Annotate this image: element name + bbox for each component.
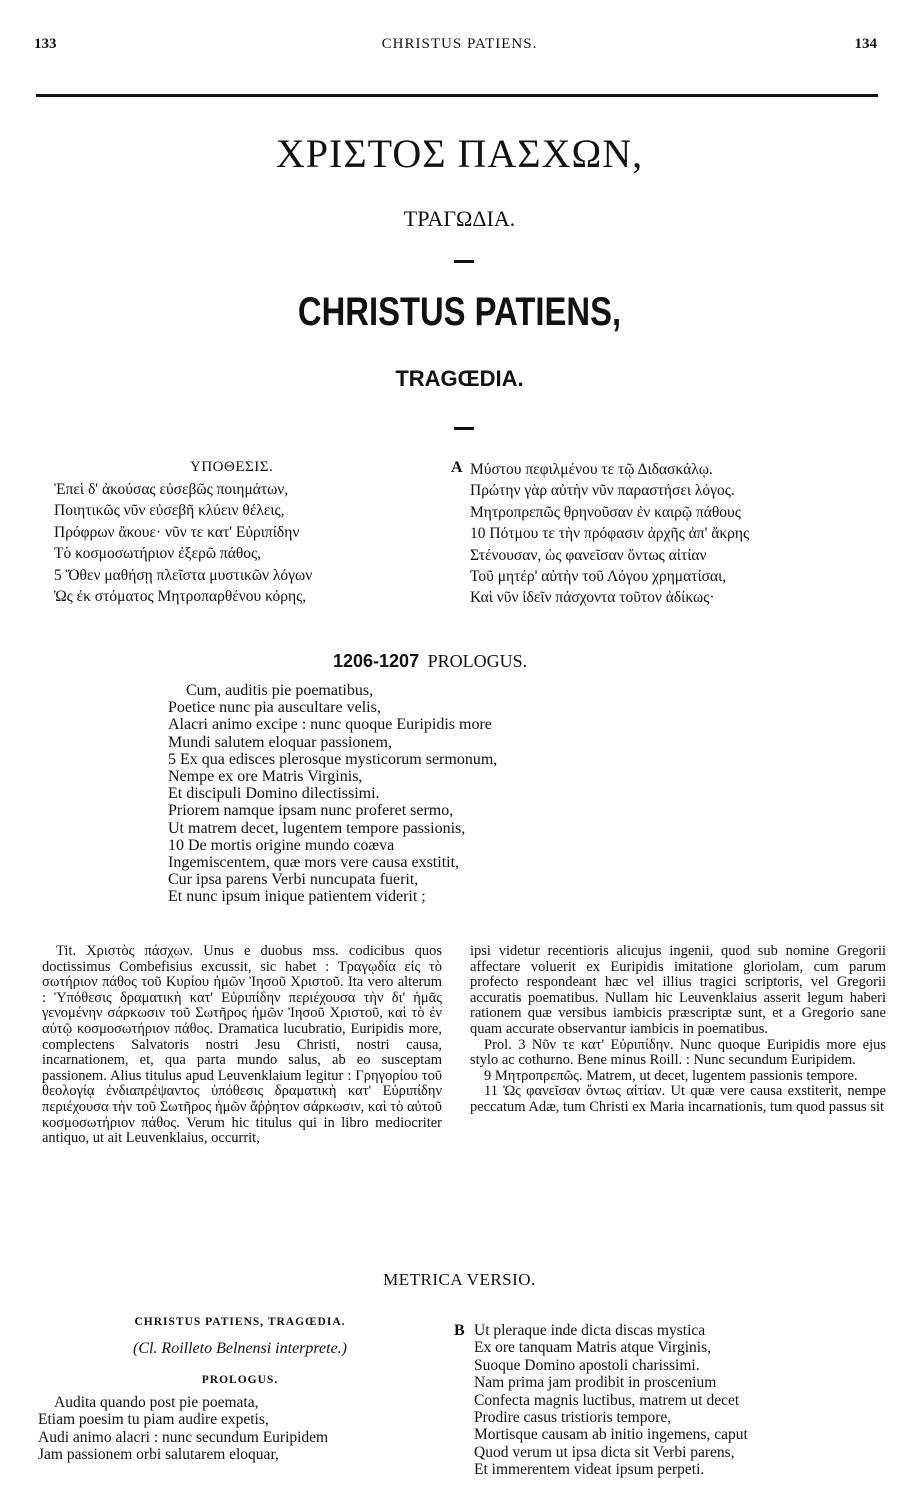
notes-right-column <box>470 944 886 1116</box>
verse-line: Et discipuli Domino dilectissimi. <box>168 785 380 803</box>
verse-line: Cum, auditis pie poematibus, <box>186 682 374 699</box>
verse-line: 10 Πότμου τε τὴν πρόφασιν ἀρχῆς ἀπ' ἄκρης <box>470 525 750 543</box>
verse-line: Quod verum ut ipsa dicta sit Verbi parens, <box>474 1443 735 1461</box>
verse-line: Μύστου πεφιλμένου τε τῷ Διδασκάλῳ. <box>470 461 713 478</box>
note-paragraph: Prol. 3 Νῦν τε κατ' Εὐριπίδην. Nunc quoque Euripidis more ejus stylo ac cothurno. Bene minus Roill. : Nunc secundum Euripidem. <box>470 1036 886 1069</box>
verse-line: Etiam poesim tu piam audire expetis, <box>38 1411 269 1429</box>
verse-line: Ut pleraque inde dicta discas mystica <box>474 1322 706 1339</box>
verse-line: Καὶ νῦν ἰδεῖν πάσχοντα τοῦτον ἀδίκως· <box>470 589 715 607</box>
prologue-heading <box>333 651 527 672</box>
metrica-right-lines <box>474 1322 748 1479</box>
verse-line: Τὸ κοσμοσωτήριον ἐξερῶ πάθος, <box>54 545 262 563</box>
verse-line: Jam passionem orbi salutarem eloquar, <box>38 1446 279 1464</box>
verse-line: Priorem namque ipsam nunc proferet sermo, <box>168 802 454 820</box>
verse-line: Ἐπεὶ δ' ἀκούσας εὐσεβῶς ποιημάτων, <box>54 481 289 498</box>
verse-line: Audi animo alacri : nunc secundum Euripidem <box>38 1428 329 1446</box>
metrica-heading: METRICA VERSIO. <box>383 1270 536 1289</box>
right-page-number: 134 <box>854 36 877 52</box>
verse-line: Cur ipsa parens Verbi nuncupata fuerit, <box>168 871 419 889</box>
note-paragraph: Tit. Χριστὸς πάσχων. Unus e duobus mss. codicibus quos doctissimus Combefisius excussit, sic habet : Τραγῳδία εἰς τὸ σωτήριον πάθος τοῦ Κυρίου ἡμῶν Ἰησοῦ Χριστοῦ. Ita vero alterum : Ὑπόθεσις δραματικὴ κατ' Εὐριπίδην περιέχουσα τὴν δι' ἡμᾶς γενομένην σάρκωσιν τοῦ Σωτῆρος ἡμῶν Ἰησοῦ Χριστοῦ, καὶ τὸ ἐν αὐτῷ κοσμοσωτήριον πάθος. Dramatica lucubratio, Euripidis more, complectens Salvatoris nostri Jesu Christi, nostri causa, incarnationem, et, qua parta mundo salus, ab eo susceptam passionem. Alius titulus apud Leuvenklaium legitur : Γρηγορίου τοῦ θεολογίᾳ ἐνδιαπρέψαντος ὑπόθεσις δραματικὴ κατ' Εὐριπίδην περιέχουσα τὴν τοῦ Σωτῆρος ἡμῶν ἄῤῥητον σάρκωσιν, καὶ τὸ αὐτοῦ κοσμοσωτήριον πάθος. Verum hic titulus qui in libro mediocriter antiquo, ut ait Leuvenklaius, occurrit, <box>42 943 442 1147</box>
note-paragraph: 11 Ὡς φανεῖσαν ὄντως αἰτίαν. Ut quæ vere causa exstiterit, nempe peccatum Adæ, tum Christi ex Maria incarnationis, tum quod passus sit <box>470 1083 886 1115</box>
margin-marker-a: A <box>451 459 463 476</box>
verse-line: Suoque Domino apostoli charissimi. <box>474 1356 700 1374</box>
running-title: CHRISTUS PATIENS. <box>381 36 538 52</box>
notes-left-column <box>42 944 442 1147</box>
verse-line: Et nunc ipsum inique patientem viderit ; <box>168 888 426 906</box>
verse-line: Mundi salutem eloquar passionem, <box>168 733 392 751</box>
interpreter-note: (Cl. Roilleto Belnensi interprete.) <box>132 1340 348 1357</box>
column-numbers: 1206-1207 <box>333 651 420 671</box>
latin-title: CHRISTUS PATIENS, <box>297 290 622 334</box>
header-rule <box>36 94 878 97</box>
metrica-left-title: CHRISTUS PATIENS, TRAGŒDIA. <box>134 1316 346 1328</box>
note-paragraph: ipsi videtur recentioris alicujus ingenii, quod sub nomine Gregorii affectare voluerit ex Euripidis imitatione gloriolam, cum parum profecto respondeant hæc vel illius tragici scriptoris, vel Gregorii accuratis poematibus. Nullam hic Leuvenklaius asserit legum haberi rationem quæ versibus iambicis præscriptæ sunt, et a Gregorio sane quam accurate observantur iambicis in poematibus. <box>470 943 886 1037</box>
verse-line: Mortisque causam ab initio ingemens, caput <box>474 1426 748 1444</box>
hypothesis-heading: ΥΠΟΘΕΣΙΣ. <box>190 459 274 475</box>
verse-line: Ut matrem decet, lugentem tempore passionis, <box>168 819 466 837</box>
verse-line: Πρόφρων ἄκουε· νῦν τε κατ' Εὐριπίδην <box>54 523 300 541</box>
verse-line: Nempe ex ore Matris Virginis, <box>168 768 363 786</box>
verse-line: Ex ore tanquam Matris atque Virginis, <box>474 1339 711 1357</box>
hypothesis-right-column <box>470 459 749 609</box>
verse-line: 5 Ex qua edisces plerosque mysticorum sermonum, <box>168 750 498 768</box>
metrica-left-subheading: PROLOGUS. <box>201 1374 279 1386</box>
verse-line: Poetice nunc pia auscultare velis, <box>168 699 381 717</box>
note-paragraph: 9 Μητροπρεπῶς. Matrem, ut decet, lugentem passionis tempore. <box>484 1067 858 1084</box>
verse-line: Ingemiscentem, quæ mors vere causa exstitit, <box>168 854 460 872</box>
verse-line: Ποιητικῶς νῦν εὐσεβῆ κλύειν θέλεις, <box>54 502 285 520</box>
verse-line: Ὡς ἐκ στόματος Μητροπαρθένου κόρης, <box>54 588 307 606</box>
latin-subtitle: TRAGŒDIA. <box>395 366 524 391</box>
title-separator-1 <box>454 260 474 263</box>
verse-line: Audita quando post pie poemata, <box>54 1394 259 1411</box>
greek-title: ΧΡΙΣΤΟΣ ΠΑΣΧΩΝ, <box>275 131 644 176</box>
verse-line: Nam prima jam prodibit in proscenium <box>474 1374 717 1392</box>
verse-line: Στένουσαν, ὡς φανεῖσαν ὄντως αἰτίαν <box>470 546 707 564</box>
verse-line: Alacri animo excipe : nunc quoque Euripidis more <box>168 716 492 734</box>
greek-subtitle: ΤΡΑΓΩΔΙΑ. <box>403 206 516 231</box>
verse-line: Prodire casus tristioris tempore, <box>474 1409 672 1427</box>
prologue-text <box>168 682 497 906</box>
margin-marker-b: B <box>454 1322 465 1339</box>
hypothesis-left-column <box>54 479 312 607</box>
verse-line: 10 De mortis origine mundo coæva <box>168 836 395 854</box>
verse-line: Μητροπρεπῶς θρηνοῦσαν ἐν καιρῷ πάθους <box>470 503 741 521</box>
verse-line: Et immerentem videat ipsum perpeti. <box>474 1461 705 1479</box>
verse-line: 5 Ὅθεν μαθήσῃ πλεῖστα μυστικῶν λόγων <box>54 566 313 584</box>
prologue-title: PROLOGUS. <box>427 651 528 671</box>
verse-line: Confecta magnis luctibus, matrem ut decet <box>474 1391 740 1409</box>
left-page-number: 133 <box>34 36 57 52</box>
verse-line: Τοῦ μητέρ' αὐτὴν τοῦ Λόγου χρηματίσαι, <box>470 568 727 586</box>
metrica-left-lines <box>38 1394 328 1464</box>
title-separator-2 <box>454 427 474 430</box>
verse-line: Πρώτην γὰρ αὐτὴν νῦν παραστήσει λόγος. <box>470 482 735 500</box>
